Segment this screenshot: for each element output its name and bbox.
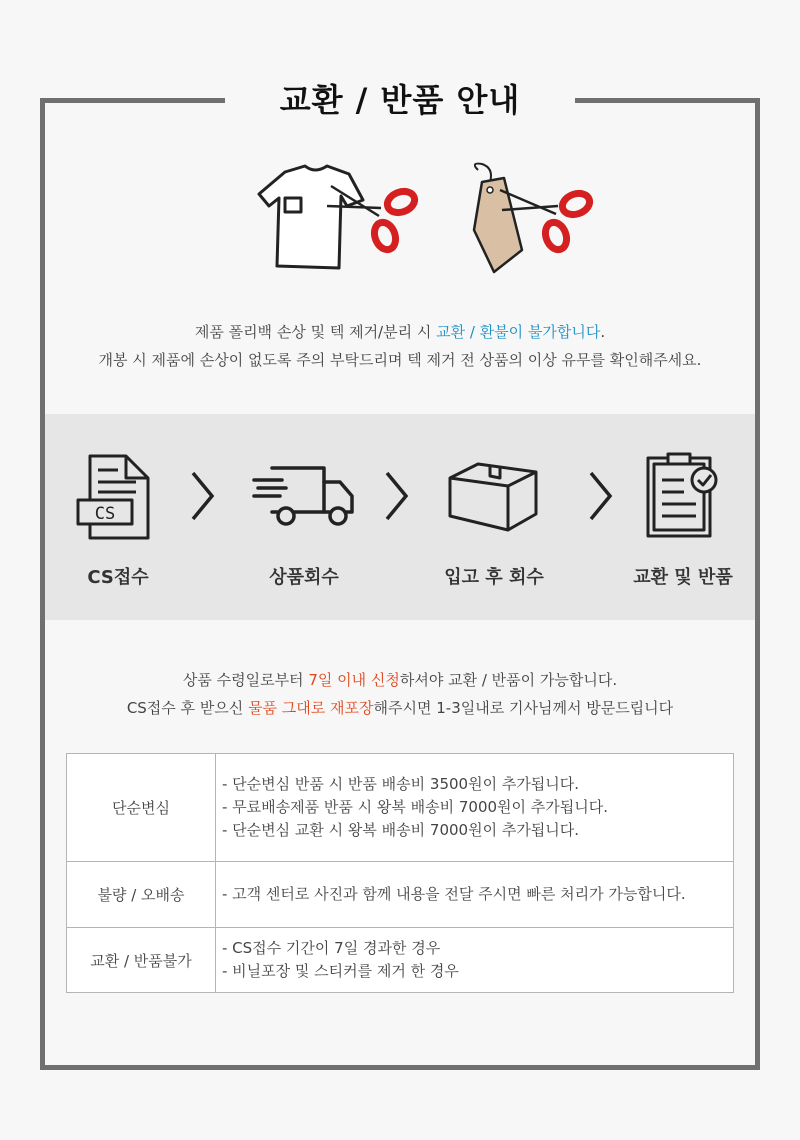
tag-scissors-icon [460, 160, 600, 280]
step-label-pickup: 상품회수 [269, 567, 339, 588]
step-label-exchange-return: 교환 및 반품 [633, 567, 733, 588]
step-label-cs: CS접수 [87, 567, 149, 588]
clipboard-check-icon [644, 450, 724, 540]
delivery-truck-icon [252, 462, 356, 528]
damage-notice [0, 318, 800, 374]
shirt-scissors-icon [255, 160, 425, 280]
cs-document-icon [76, 452, 156, 544]
chevron-right-icon [588, 470, 614, 522]
no-refund-highlight: 교환 / 환불이 불가합니다 [436, 323, 601, 341]
row-body: - 고객 센터로 사진과 함께 내용을 전달 주시면 빠른 처리가 가능합니다. [216, 862, 734, 928]
policy-table [66, 753, 734, 993]
table-row [67, 928, 734, 993]
chevron-right-icon [190, 470, 216, 522]
step-label-warehouse: 입고 후 회수 [444, 567, 544, 588]
row-head: 불량 / 오배송 [67, 862, 216, 928]
damage-notice-line2: 개봉 시 제품에 손상이 없도록 주의 부탁드리며 텍 제거 전 상품의 이상 유무를 확인해주세요. [98, 351, 702, 369]
row-body: - 단순변심 반품 시 반품 배송비 3500원이 추가됩니다. - 무료배송제품 반품 시 왕복 배송비 7000원이 추가됩니다. - 단순변심 교환 시 왕복 배송비 7000원이 추가됩니다. [216, 754, 734, 862]
row-body: - CS접수 기간이 7일 경과한 경우 - 비닐포장 및 스티커를 제거 한 경우 [216, 928, 734, 993]
table-row [67, 862, 734, 928]
period-notice-line2: CS접수 후 받으신 물품 그대로 재포장해주시면 1-3일내로 기사님께서 방문드립니다 [126, 699, 674, 717]
repack-highlight: 물품 그대로 재포장 [248, 699, 374, 717]
chevron-right-icon [384, 470, 410, 522]
page-title: 교환 / 반품 안내 [279, 81, 521, 119]
row-head: 단순변심 [67, 754, 216, 862]
table-row [67, 754, 734, 862]
damage-notice-line1: 제품 폴리백 손상 및 텍 제거/분리 시 교환 / 환불이 불가합니다. [194, 323, 606, 341]
period-notice-line1: 상품 수령일로부터 7일 이내 신청하셔야 교환 / 반품이 가능합니다. [182, 671, 618, 689]
svg-text:CS: CS [94, 504, 116, 524]
box-icon [446, 460, 540, 534]
title-wrap [225, 70, 575, 130]
row-head: 교환 / 반품불가 [67, 928, 216, 993]
seven-day-highlight: 7일 이내 신청 [308, 671, 400, 689]
period-notice [0, 666, 800, 722]
